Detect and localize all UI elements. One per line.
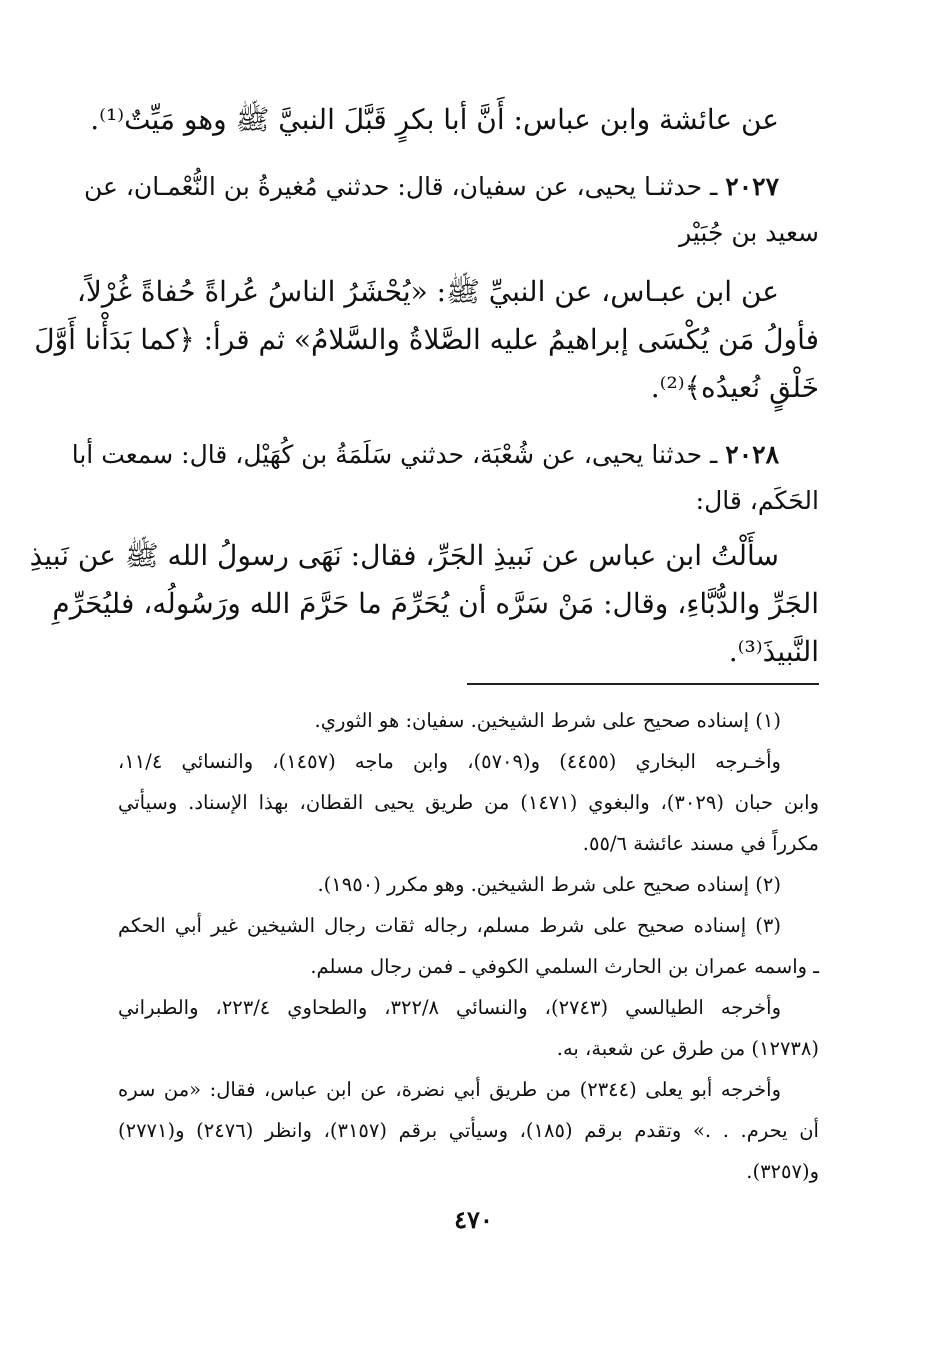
hadith-number: ٢٠٢٨ [725, 440, 779, 469]
isnad-line [83, 164, 819, 210]
isnad-line: سعيد بن جُبَيْر [679, 218, 819, 247]
matn-line: سأَلْتُ ابن عباس عن نَبيذِ الجَرِّ، فقال: نَهَى رسولُ الله ﷺ عن نَبيذِ [29, 539, 779, 572]
hadith-2027-matn [34, 268, 819, 412]
footnote-line: وأخرجه أبو يعلى (٢٣٤٤) من طريق أبي نضرة، عن ابن عباس، فقال: «من سره [118, 1078, 782, 1101]
page-number: ٤٧٠ [454, 1205, 493, 1234]
isnad-text: ـ حدثنـا يحيى، عن سفيان، قال: حدثني مُغيرةُ بن النُّعْمـان، عن [83, 172, 718, 201]
footnote-divider [467, 683, 819, 685]
footnote-line: أن يحرم. . .» وتقدم برقم (١٨٥)، وسيأتي برقم (٣١٥٧)، وانظر (٢٤٧٦) و(٢٧٧١) [118, 1119, 819, 1142]
hadith-2027-isnad [83, 164, 819, 256]
matn-line: الجَرِّ والدُّبَّاءِ، وقال: مَنْ سَرَّه أن يُحَرِّمَ ما حَرَّمَ الله ورَسُولُه، فليُحَرِّمِ [52, 587, 819, 620]
matn-line: عن عائشة وابن عباس: أَنَّ أبا بكرٍ قَبَّلَ النبيَّ ﷺ وهو مَيِّتٌ⁽¹⁾. [90, 103, 779, 136]
hadith-2028-matn [29, 532, 819, 676]
matn-line: خَلْقٍ نُعيدُه﴾⁽²⁾. [650, 371, 819, 404]
matn-line: فأولُ مَن يُكْسَى إبراهيمُ عليه الصَّلاةُ والسَّلامُ» ثم قرأ: ﴿كما بَدَأْنا أَوَّلَ [34, 323, 819, 356]
footnote-line: (١٢٧٣٨) من طرق عن شعبة، به. [556, 1037, 819, 1060]
hadith-2028-isnad [71, 432, 819, 524]
isnad-line: الحَكَم، قال: [695, 486, 819, 515]
footnote-line: مكرراً في مسند عائشة ٥٥/٦. [582, 832, 819, 855]
hadith-2026-tail [90, 96, 819, 144]
footnote-2: (٢) إسناده صحيح على شرط الشيخين. وهو مكرر (١٩٥٠). [317, 873, 781, 896]
isnad-line [71, 432, 819, 478]
footnote-line: وأخرجه الطيالسي (٢٧٤٣)، والنسائي ٣٢٢/٨، والطحاوي ٢٢٣/٤، والطبراني [118, 996, 782, 1019]
matn-line: عن ابن عبـاس، عن النبيِّ ﷺ: «يُحْشَرُ الناسُ عُراةً حُفاةً غُرْلاً، [76, 275, 779, 308]
isnad-text: ـ حدثنا يحيى، عن شُعْبَة، حدثني سَلَمَةُ بن كُهَيْل، قال: سمعت أبا [71, 440, 718, 469]
footnote-3: (٣) إسناده صحيح على شرط مسلم، رجاله ثقات رجال الشيخين غير أبي الحكم [118, 914, 781, 937]
matn-line: النَّبيذَ⁽³⁾. [728, 635, 819, 668]
footnote-line: و(٣٢٥٧). [746, 1160, 819, 1183]
footnote-1: (١) إسناده صحيح على شرط الشيخين. سفيان: هو الثوري. [314, 709, 781, 732]
footnote-line: ـ واسمه عمران بن الحارث السلمي الكوفي ـ فمن رجال مسلم. [310, 955, 819, 978]
footnote-line: وأخـرجه البخاري (٤٤٥٥) و(٥٧٠٩)، وابن ماجه (١٤٥٧)، والنسائي ١١/٤، [118, 750, 781, 773]
hadith-number: ٢٠٢٧ [725, 172, 779, 201]
footnote-line: وابن حبان (٣٠٢٩)، والبغوي (١٤٧١) من طريق يحيى القطان، بهذا الإسناد. وسيأتي [118, 791, 819, 814]
footnotes [118, 700, 819, 1192]
